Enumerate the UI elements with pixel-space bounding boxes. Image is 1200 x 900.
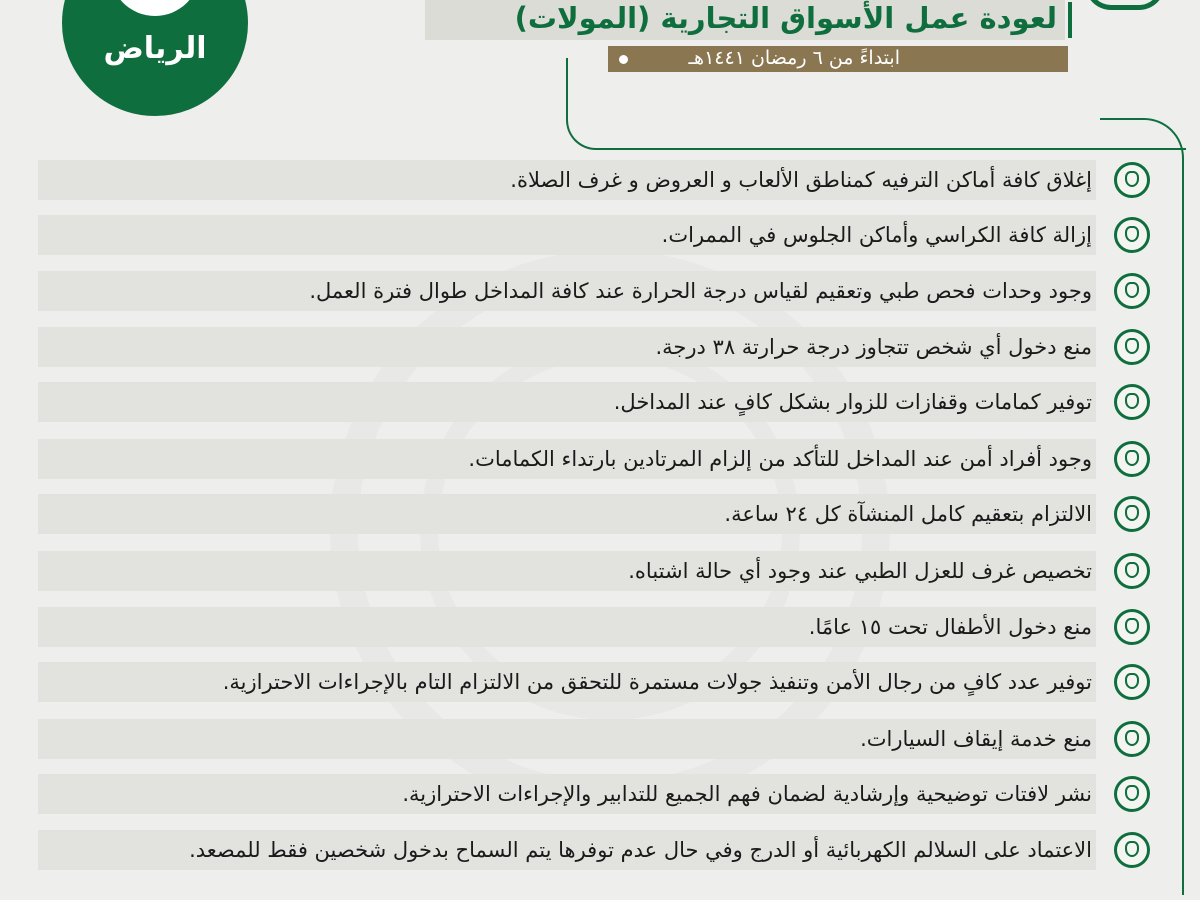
list-item-text: الاعتماد على السلالم الكهربائية أو الدرج وفي حال عدم توفرها يتم السماح بدخول شخصين فقط للمصعد. <box>189 838 1092 862</box>
emblem-bullet-icon <box>1114 776 1150 812</box>
list-item <box>38 327 1150 367</box>
emblem-bullet-icon <box>1114 273 1150 309</box>
list-item <box>38 494 1150 534</box>
list-item-text: نشر لافتات توضيحية وإرشادية لضمان فهم الجميع للتدابير والإجراءات الاحترازية. <box>402 782 1092 806</box>
riyadh-logo <box>62 0 248 116</box>
list-item <box>38 382 1150 422</box>
list-item <box>38 719 1150 759</box>
title-accent-bar <box>1068 2 1072 38</box>
emblem-bullet-icon <box>1114 664 1150 700</box>
timeline-line <box>1182 175 1184 895</box>
list-item-text: منع خدمة إيقاف السيارات. <box>860 727 1092 751</box>
list-item <box>38 607 1150 647</box>
logo-text: الرياض <box>103 31 207 66</box>
list-item <box>38 160 1150 200</box>
list-item-text: وجود أفراد أمن عند المداخل للتأكد من إلزام المرتادين بارتداء الكمامات. <box>468 447 1092 471</box>
list-item <box>38 830 1150 870</box>
list-item-text: تخصيص غرف للعزل الطبي عند وجود أي حالة اشتباه. <box>628 559 1092 583</box>
list-item-text: وجود وحدات فحص طبي وتعقيم لقياس درجة الحرارة عند كافة المداخل طوال فترة العمل. <box>309 279 1092 303</box>
list-item <box>38 662 1150 702</box>
emblem-bullet-icon <box>1114 162 1150 198</box>
list-item-text: إزالة كافة الكراسي وأماكن الجلوس في الممرات. <box>661 223 1092 247</box>
list-item-text: منع دخول أي شخص تتجاوز درجة حرارتة ٣٨ درجة. <box>655 335 1092 359</box>
emblem-bullet-icon <box>1114 553 1150 589</box>
emblem-bullet-icon <box>1114 721 1150 757</box>
list-item-text: توفير كمامات وقفازات للزوار بشكل كافٍ عند المداخل. <box>613 390 1092 414</box>
emblem-bullet-icon <box>1114 609 1150 645</box>
emblem-bullet-icon <box>1114 329 1150 365</box>
connector-curve <box>566 70 1186 150</box>
page-subtitle: ابتداءً من ٦ رمضان ١٤٤١هـ <box>608 46 1068 72</box>
page-title: لعودة عمل الأسواق التجارية (المولات) <box>425 0 1065 40</box>
list-item <box>38 439 1150 479</box>
emblem-bullet-icon <box>1114 384 1150 420</box>
list-item-text: توفير عدد كافٍ من رجال الأمن وتنفيذ جولات مستمرة للتحقق من الالتزام التام بالإجراءات الاحترازية. <box>222 670 1092 694</box>
list-item <box>38 774 1150 814</box>
emblem-bullet-icon <box>1114 217 1150 253</box>
emblem-bullet-icon <box>1114 496 1150 532</box>
emblem-bullet-icon <box>1114 441 1150 477</box>
list-item <box>38 551 1150 591</box>
emblem-bullet-icon <box>1114 832 1150 868</box>
list-item <box>38 271 1150 311</box>
subtitle-dot <box>619 55 628 64</box>
list-item-text: منع دخول الأطفال تحت ١٥ عامًا. <box>808 615 1092 639</box>
logo-emblem-icon <box>110 0 200 16</box>
list-item-text: الالتزام بتعقيم كامل المنشآة كل ٢٤ ساعة. <box>724 502 1092 526</box>
list-item-text: إغلاق كافة أماكن الترفيه كمناطق الألعاب و العروض و غرف الصلاة. <box>510 168 1092 192</box>
title-decoration <box>1085 0 1165 10</box>
list-item <box>38 215 1150 255</box>
